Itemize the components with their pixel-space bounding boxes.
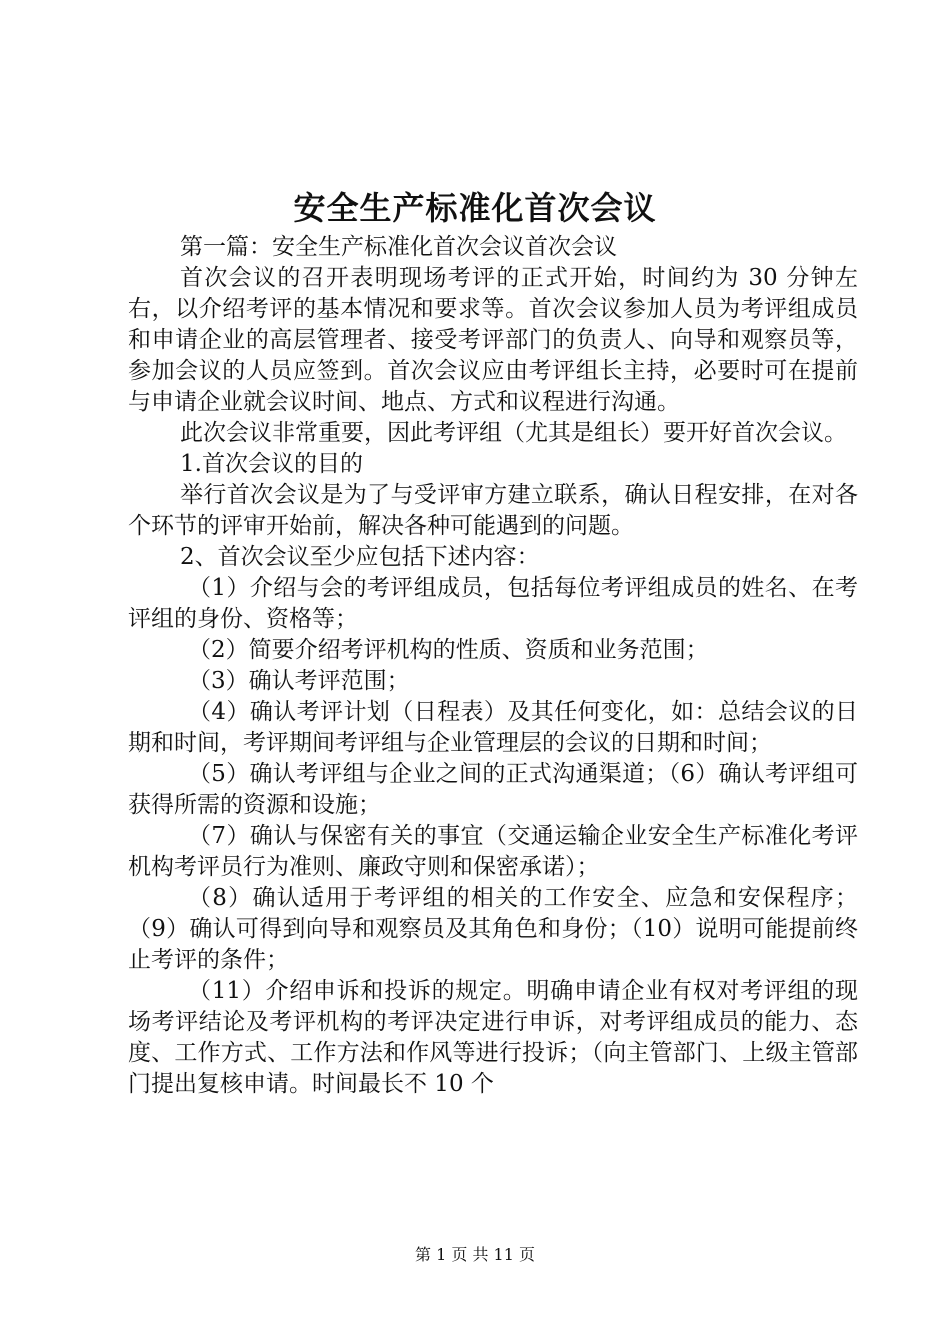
page-footer: 第 1 页 共 11 页 xyxy=(415,1245,535,1264)
list-item: （1）介绍与会的考评组成员，包括每位考评组成员的姓名、在考评组的身份、资格等； xyxy=(128,575,858,632)
paragraph: 举行首次会议是为了与受评审方建立联系，确认日程安排，在对各个环节的评审开始前，解决各种可能遇到的问题。 xyxy=(128,482,858,539)
paragraph: 首次会议的召开表明现场考评的正式开始，时间约为 30 分钟左右，以介绍考评的基本情况和要求等。首次会议参加人员为考评组成员和申请企业的高层管理者、接受考评部门的负责人、向导和观察员等，参加会议的人员应签到。首次会议应由考评组长主持，必要时可在提前与申请企业就会议时间、地点、方式和议程进行沟通。 xyxy=(128,265,858,415)
list-item: （5）确认考评组与企业之间的正式沟通渠道；（6）确认考评组可获得所需的资源和设施； xyxy=(128,761,858,818)
list-item: （8）确认适用于考评组的相关的工作安全、应急和安保程序；（9）确认可得到向导和观察员及其角色和身份；（10）说明可能提前终止考评的条件； xyxy=(128,885,858,973)
section-heading: 2、首次会议至少应包括下述内容： xyxy=(180,544,540,570)
paragraph: 第一篇：安全生产标准化首次会议首次会议 xyxy=(180,234,617,260)
list-item: （3）确认考评范围； xyxy=(188,668,410,694)
list-item: （11）介绍申诉和投诉的规定。明确申请企业有权对考评组的现场考评结论及考评机构的考评决定进行申诉，对考评组成员的能力、态度、工作方式、工作方法和作风等进行投诉；（向主管部门、上级主管部门提出复核申请。时间最长不 10 个 xyxy=(128,978,858,1097)
section-heading: 1.首次会议的目的 xyxy=(180,451,363,477)
document-title: 安全生产标准化首次会议 xyxy=(293,189,657,227)
document-body xyxy=(128,232,858,1100)
paragraph: 此次会议非常重要，因此考评组（尤其是组长）要开好首次会议。 xyxy=(180,420,847,446)
list-item: （4）确认考评计划（日程表）及其任何变化，如：总结会议的日期和时间，考评期间考评组与企业管理层的会议的日期和时间； xyxy=(128,699,858,756)
list-item: （2）简要介绍考评机构的性质、资质和业务范围； xyxy=(188,637,709,663)
list-item: （7）确认与保密有关的事宜（交通运输企业安全生产标准化考评机构考评员行为准则、廉政守则和保密承诺）； xyxy=(128,823,858,880)
